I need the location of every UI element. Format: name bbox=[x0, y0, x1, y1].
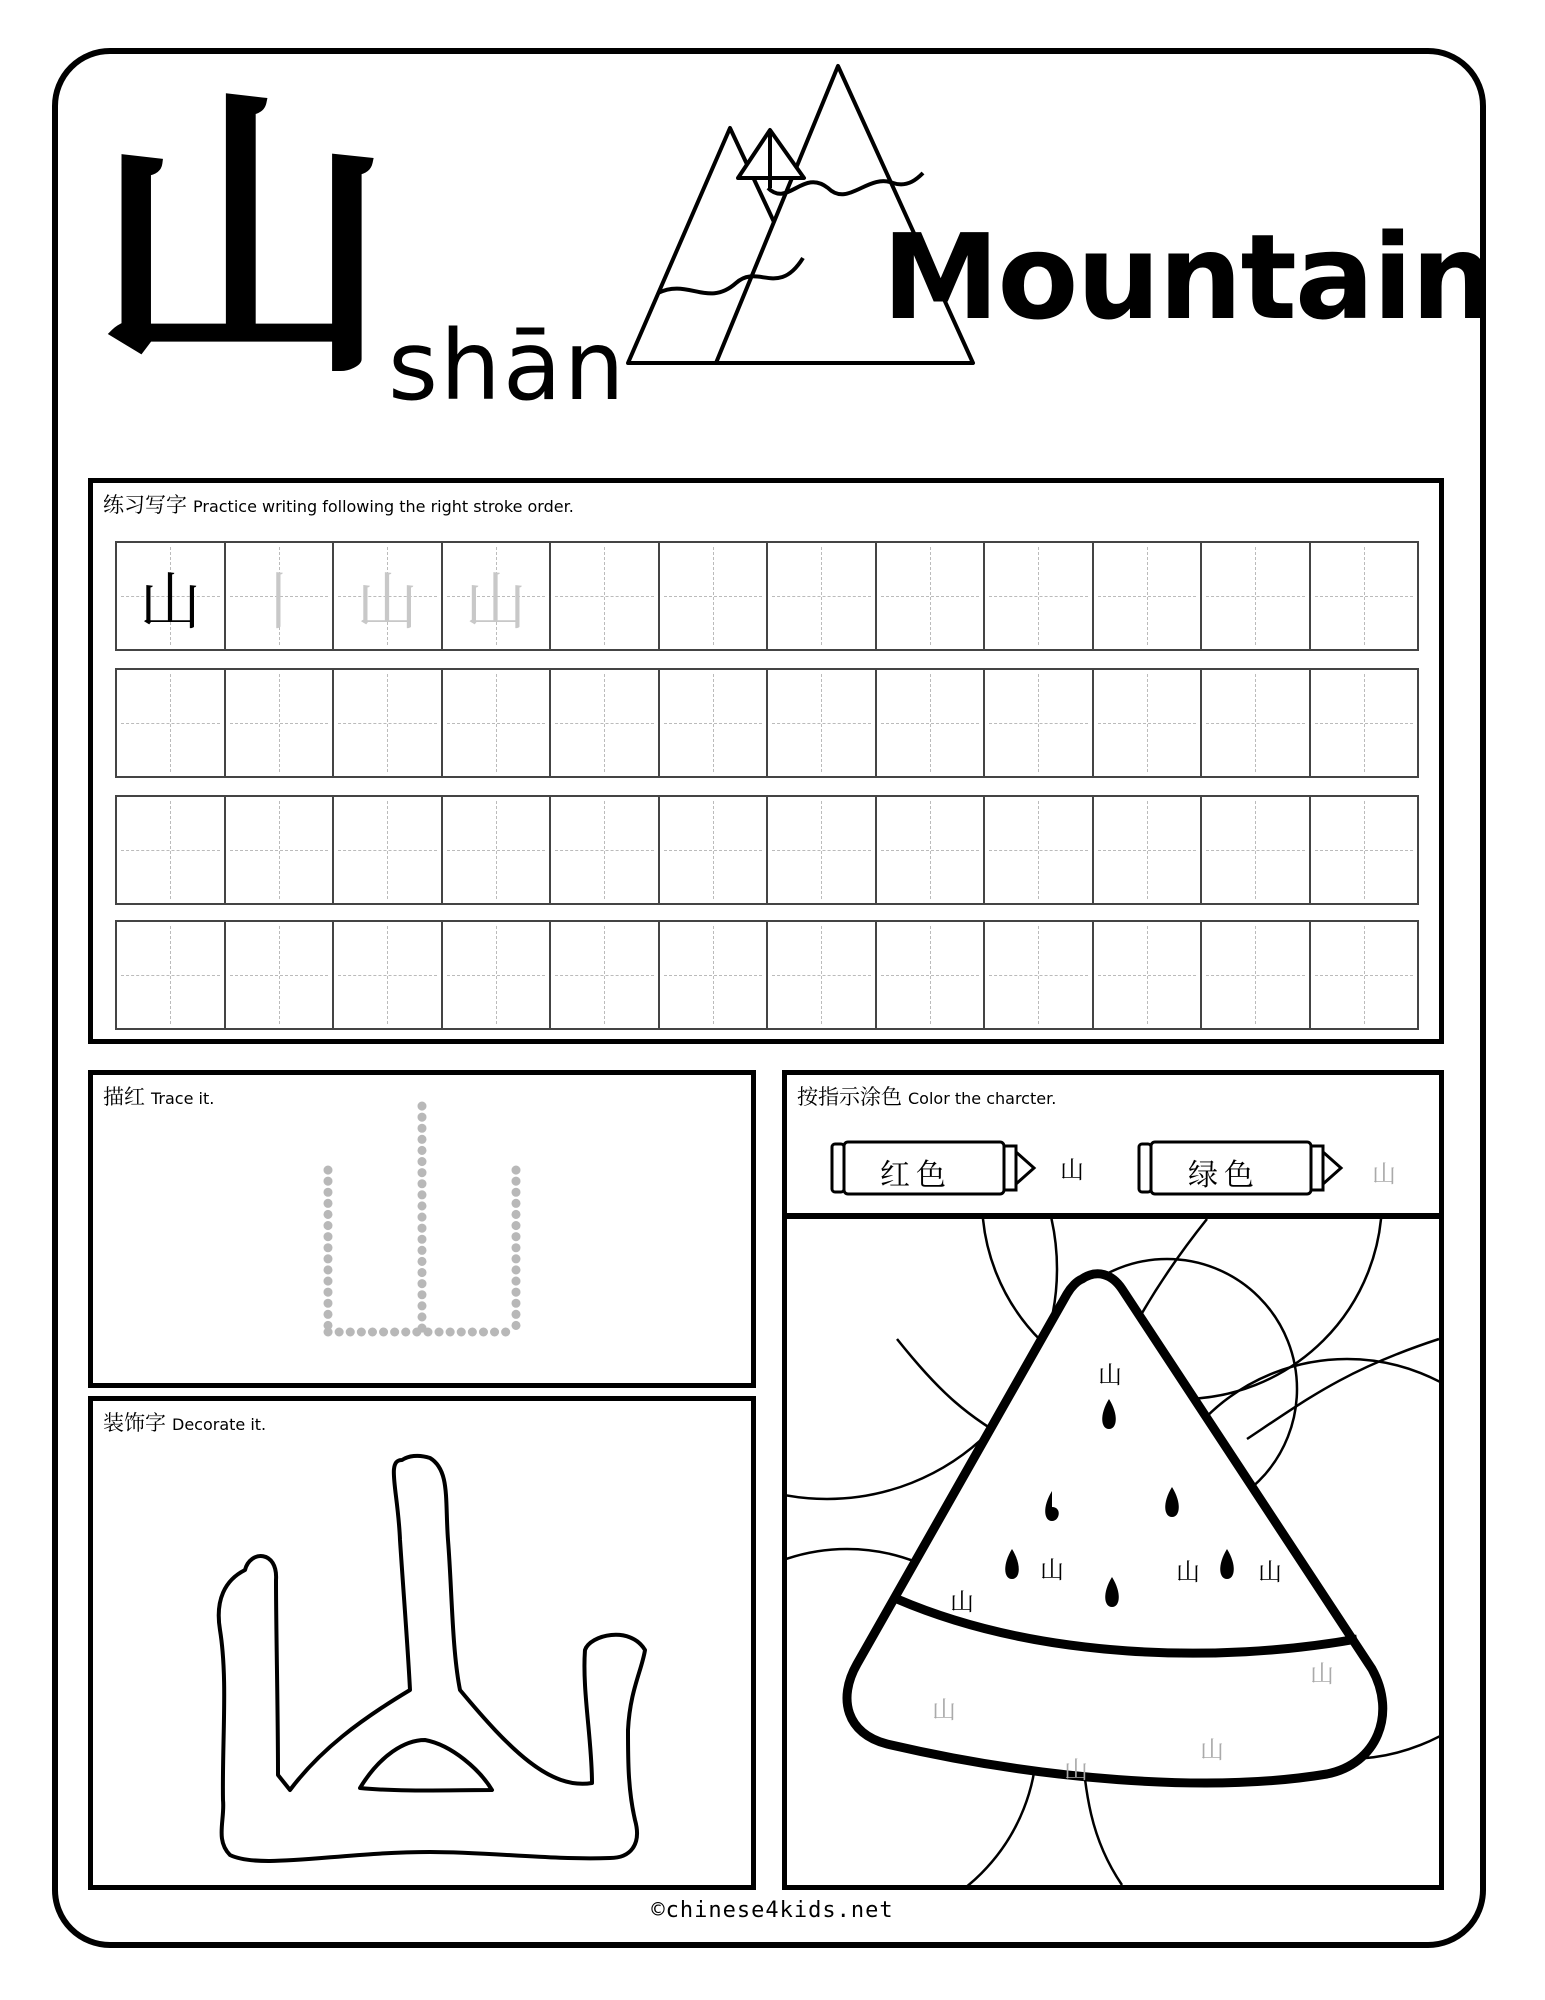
practice-cell[interactable] bbox=[551, 797, 660, 903]
practice-cell[interactable] bbox=[443, 922, 552, 1028]
practice-label-en: Practice writing following the right stroke order. bbox=[193, 497, 574, 516]
crayon-label-1: 红色 bbox=[880, 1158, 952, 1193]
practice-cell[interactable] bbox=[1311, 797, 1418, 903]
picture-char-faint: 山 bbox=[1200, 1736, 1224, 1764]
practice-row-4 bbox=[115, 920, 1419, 1030]
color-label-en: Color the charcter. bbox=[908, 1089, 1057, 1108]
practice-cell[interactable] bbox=[226, 797, 335, 903]
picture-char-solid: 山 bbox=[950, 1588, 974, 1616]
practice-cell[interactable] bbox=[226, 922, 335, 1028]
practice-label bbox=[103, 489, 574, 519]
color-label bbox=[797, 1081, 1056, 1111]
practice-cell[interactable] bbox=[1202, 797, 1311, 903]
header-character: 山 bbox=[92, 61, 392, 414]
practice-cell[interactable] bbox=[334, 922, 443, 1028]
practice-row-2 bbox=[115, 668, 1419, 778]
practice-cell[interactable] bbox=[1094, 543, 1203, 649]
practice-cell[interactable] bbox=[768, 670, 877, 776]
picture-char-solid: 山 bbox=[1040, 1556, 1064, 1584]
practice-cell[interactable] bbox=[443, 797, 552, 903]
practice-cell[interactable] bbox=[117, 670, 226, 776]
practice-cell[interactable] bbox=[768, 543, 877, 649]
practice-row-3 bbox=[115, 795, 1419, 905]
watermelon-icon[interactable] bbox=[787, 1219, 1439, 1885]
practice-cell[interactable] bbox=[660, 797, 769, 903]
key-char-2: 山 bbox=[1372, 1160, 1396, 1188]
practice-cell[interactable] bbox=[877, 797, 986, 903]
practice-cell[interactable] bbox=[1202, 670, 1311, 776]
practice-cell[interactable] bbox=[985, 543, 1094, 649]
decorate-label bbox=[103, 1407, 266, 1437]
practice-row-1 bbox=[115, 541, 1419, 651]
decorate-label-cn: 装饰字 bbox=[103, 1411, 166, 1435]
practice-cell[interactable] bbox=[226, 670, 335, 776]
practice-cell[interactable] bbox=[334, 543, 443, 649]
practice-cell[interactable] bbox=[226, 543, 335, 649]
practice-cell[interactable] bbox=[1094, 670, 1203, 776]
practice-cell[interactable] bbox=[660, 922, 769, 1028]
dotted-character-trace[interactable] bbox=[300, 1090, 550, 1350]
practice-cell[interactable] bbox=[877, 670, 986, 776]
stroke-step-1: 丨 bbox=[247, 564, 310, 638]
stroke-step-2: 山 bbox=[356, 564, 419, 638]
model-char: 山 bbox=[139, 564, 202, 638]
practice-cell[interactable] bbox=[117, 922, 226, 1028]
practice-cell[interactable] bbox=[660, 670, 769, 776]
practice-cell[interactable] bbox=[768, 797, 877, 903]
picture-char-faint: 山 bbox=[1310, 1660, 1334, 1688]
header-english: Mountain bbox=[882, 208, 1493, 346]
picture-char-solid: 山 bbox=[1176, 1558, 1200, 1586]
picture-char-solid: 山 bbox=[1098, 1361, 1122, 1389]
trace-label-cn: 描红 bbox=[103, 1085, 145, 1109]
practice-cell[interactable] bbox=[1094, 797, 1203, 903]
practice-cell[interactable] bbox=[1202, 922, 1311, 1028]
practice-label-cn: 练习写字 bbox=[103, 493, 187, 517]
stroke-step-3: 山 bbox=[464, 564, 527, 638]
trace-label-en: Trace it. bbox=[151, 1089, 215, 1108]
practice-cell[interactable] bbox=[1094, 922, 1203, 1028]
practice-cell[interactable] bbox=[877, 922, 986, 1028]
picture-char-faint: 山 bbox=[932, 1696, 956, 1724]
practice-cell[interactable] bbox=[443, 543, 552, 649]
header-pinyin: shān bbox=[388, 310, 627, 422]
color-label-cn: 按指示涂色 bbox=[797, 1085, 902, 1109]
practice-cell[interactable] bbox=[117, 543, 226, 649]
footer-copyright: ©chinese4kids.net bbox=[651, 1898, 894, 1923]
practice-cell[interactable] bbox=[877, 543, 986, 649]
practice-cell[interactable] bbox=[334, 670, 443, 776]
practice-cell[interactable] bbox=[985, 922, 1094, 1028]
practice-cell[interactable] bbox=[768, 922, 877, 1028]
outline-character-decorate[interactable] bbox=[190, 1450, 660, 1870]
practice-cell[interactable] bbox=[551, 543, 660, 649]
practice-cell[interactable] bbox=[117, 797, 226, 903]
crayon-label-2: 绿色 bbox=[1188, 1158, 1260, 1193]
practice-cell[interactable] bbox=[551, 922, 660, 1028]
practice-cell[interactable] bbox=[660, 543, 769, 649]
picture-char-solid: 山 bbox=[1258, 1558, 1282, 1586]
practice-cell[interactable] bbox=[985, 670, 1094, 776]
practice-cell[interactable] bbox=[1311, 543, 1418, 649]
practice-cell[interactable] bbox=[985, 797, 1094, 903]
practice-cell[interactable] bbox=[1311, 922, 1418, 1028]
practice-cell[interactable] bbox=[1311, 670, 1418, 776]
picture-char-faint: 山 bbox=[1064, 1756, 1088, 1784]
decorate-label-en: Decorate it. bbox=[172, 1415, 267, 1434]
key-char-1: 山 bbox=[1060, 1156, 1084, 1184]
practice-cell[interactable] bbox=[551, 670, 660, 776]
practice-cell[interactable] bbox=[443, 670, 552, 776]
practice-cell[interactable] bbox=[1202, 543, 1311, 649]
trace-label bbox=[103, 1081, 214, 1111]
practice-cell[interactable] bbox=[334, 797, 443, 903]
